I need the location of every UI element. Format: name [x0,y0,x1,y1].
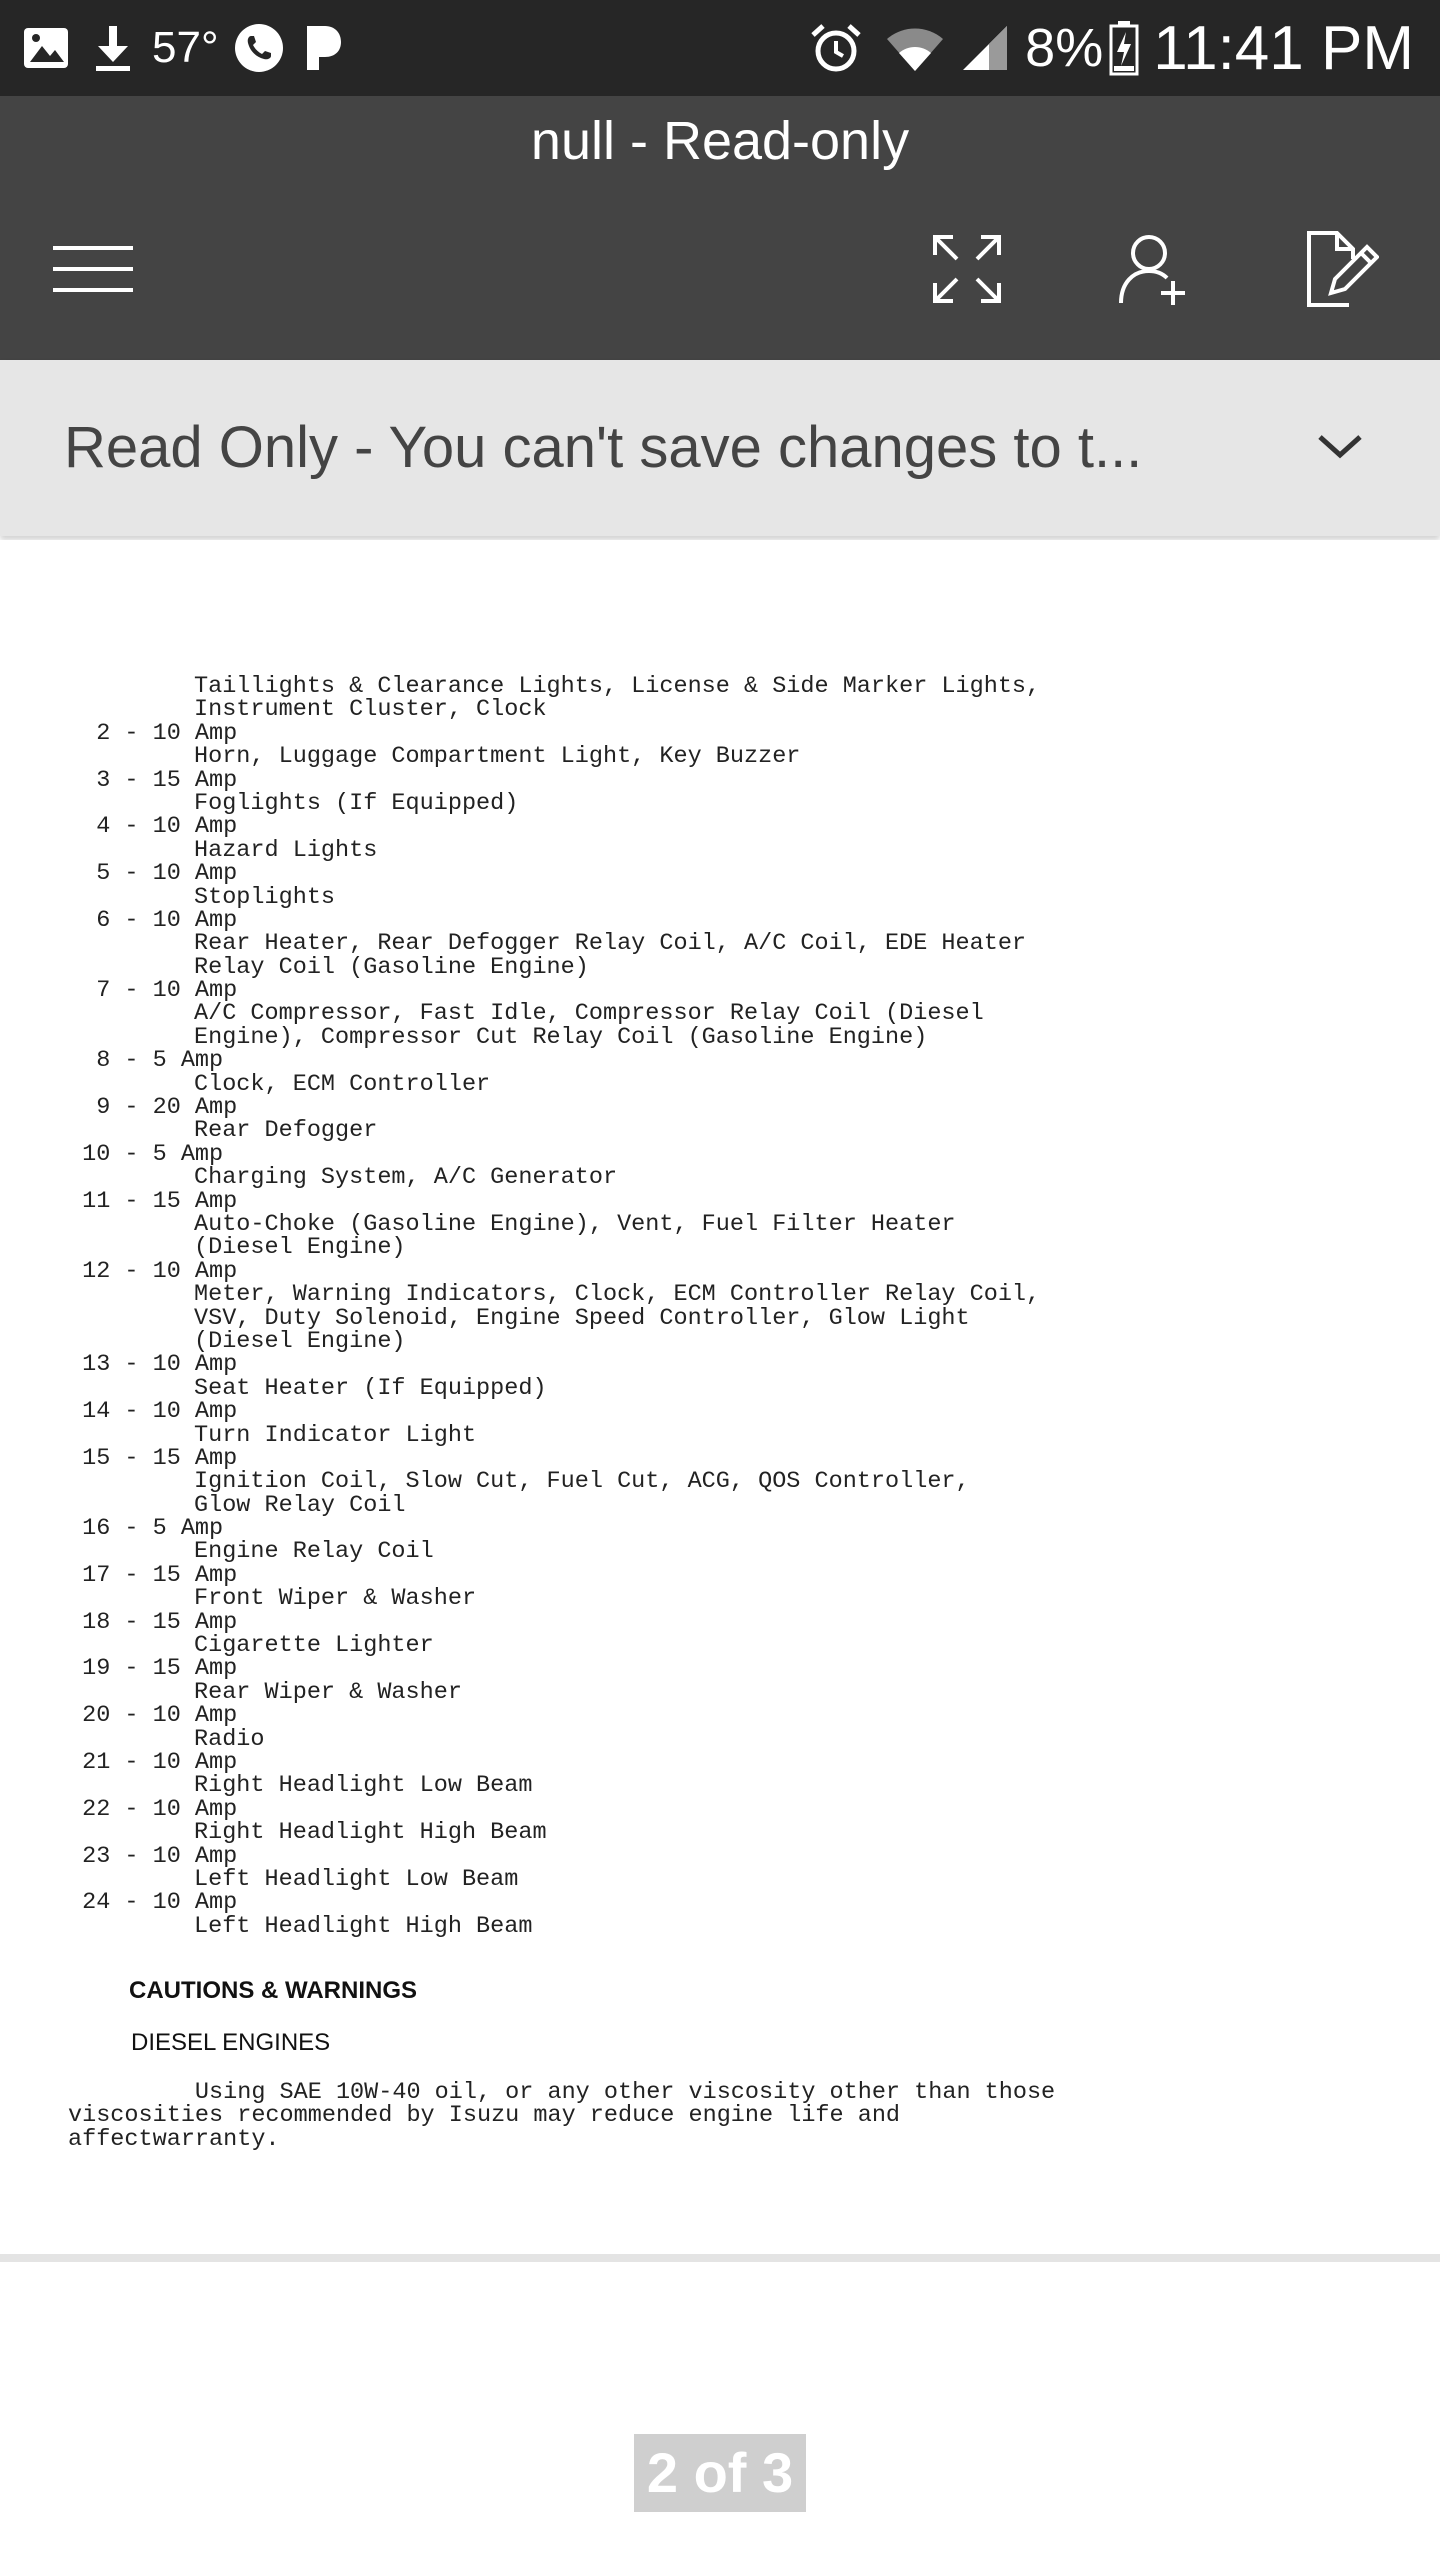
fuse-circuit-line: Glow Relay Coil [194,1491,406,1519]
status-bar-right [809,0,1414,96]
fuse-circuit-line: Radio [194,1725,265,1753]
fuse-rating-line: 22 - 10 Amp [68,1795,238,1823]
fuse-circuit-line: Right Headlight High Beam [194,1819,547,1847]
clock-time: 11:41 PM [1153,13,1414,83]
fuse-list [68,675,1268,1938]
fuse-rating-line: 3 - 15 Amp [68,766,238,794]
fuse-circuit-line: Hazard Lights [194,836,378,864]
fuse-circuit-line: Meter, Warning Indicators, Clock, ECM Controller Relay Coil, [194,1281,1041,1309]
fuse-rating-line: 21 - 10 Amp [68,1748,238,1776]
share-user-icon [1115,229,1195,314]
fuse-circuit-line: Rear Heater, Rear Defogger Relay Coil, A/C Coil, EDE Heater [194,930,1027,958]
fuse-rating-line: 5 - 10 Amp [68,860,238,888]
fuse-rating-line: 13 - 10 Amp [68,1351,238,1379]
fuse-rating-line: 12 - 10 Amp [68,1257,238,1285]
fuse-circuit-line: Engine Relay Coil [194,1538,434,1566]
fuse-circuit-line: Instrument Cluster, Clock [194,696,547,724]
fuse-circuit-line: Horn, Luggage Compartment Light, Key Buzzer [194,743,801,771]
warning-line: Using SAE 10W-40 oil, or any other viscosity other than those [68,2079,1056,2106]
warning-paragraph [68,2081,1055,2151]
fullscreen-button[interactable] [912,216,1022,326]
fuse-circuit-line: Taillights & Clearance Lights, License & Side Marker Lights, [194,673,1041,700]
app-bar [0,96,1440,360]
fuse-circuit-line: A/C Compressor, Fast Idle, Compressor Relay Coil (Diesel [194,1000,984,1028]
fuse-circuit-line: Rear Wiper & Washer [194,1678,462,1706]
fuse-circuit-line: Relay Coil (Gasoline Engine) [194,953,589,981]
fuse-circuit-line: Seat Heater (If Equipped) [194,1374,547,1402]
chevron-down-icon [1316,431,1364,466]
fuse-rating-line: 23 - 10 Amp [68,1842,238,1870]
fuse-circuit-line: Stoplights [194,883,336,911]
fuse-rating-line: 9 - 20 Amp [68,1094,238,1122]
menu-button[interactable] [38,216,148,326]
fuse-rating-line: 4 - 10 Amp [68,813,238,841]
fuse-circuit-line: Auto-Choke (Gasoline Engine), Vent, Fuel Filter Heater [194,1210,956,1238]
status-bar [0,0,1440,96]
fuse-circuit-line: Ignition Coil, Slow Cut, Fuel Cut, ACG, QOS Controller, [194,1468,970,1496]
image-icon [20,22,72,74]
download-icon [90,22,136,74]
fuse-circuit-line: Foglights (If Equipped) [194,789,519,817]
fuse-circuit-line: Cigarette Lighter [194,1632,434,1660]
fuse-rating-line: 8 - 5 Amp [68,1047,224,1075]
fuse-rating-line: 18 - 15 Amp [68,1608,238,1636]
fuse-rating-line: 14 - 10 Amp [68,1398,238,1426]
phone-call-icon [233,22,285,74]
page-indicator: 2 of 3 [634,2434,806,2512]
fullscreen-icon [931,233,1003,310]
fuse-rating-line: 24 - 10 Amp [68,1889,238,1917]
warning-line: affectwarranty. [68,2125,280,2153]
fuse-circuit-line: (Diesel Engine) [194,1234,406,1262]
fuse-rating-line: 16 - 5 Amp [68,1515,224,1543]
fuse-circuit-line: Front Wiper & Washer [194,1585,477,1613]
fuse-rating-line: 20 - 10 Amp [68,1702,238,1730]
fuse-circuit-line: (Diesel Engine) [194,1327,406,1355]
cautions-heading: CAUTIONS & WARNINGS [129,1977,417,2004]
fuse-circuit-line: Turn Indicator Light [194,1421,477,1449]
pandora-icon [301,22,345,74]
page-divider [0,2254,1440,2262]
battery-percent-text: 8% [1025,18,1104,78]
fuse-rating-line: 7 - 10 Amp [68,977,238,1005]
signal-icon [959,22,1011,74]
fuse-rating-line: 6 - 10 Amp [68,906,238,934]
status-bar-left [20,0,345,96]
battery-charging-icon [1109,20,1139,76]
read-only-message: Read Only - You can't save changes to t... [64,415,1143,480]
fuse-circuit-line: Left Headlight Low Beam [194,1865,519,1893]
fuse-rating-line: 15 - 15 Amp [68,1444,238,1472]
fuse-circuit-line: Right Headlight Low Beam [194,1772,533,1800]
fuse-circuit-line: Charging System, A/C Generator [194,1164,618,1192]
alarm-icon [809,21,863,75]
warning-line: viscosities recommended by Isuzu may reduce engine life and [68,2102,901,2130]
temperature-text: 57° [152,23,219,72]
diesel-engines-heading: DIESEL ENGINES [131,2029,331,2056]
fuse-rating-line: 11 - 15 Amp [68,1187,238,1215]
fuse-circuit-line: Left Headlight High Beam [194,1912,533,1940]
fuse-circuit-line: VSV, Duty Solenoid, Engine Speed Controller, Glow Light [194,1304,970,1332]
document-title: null - Read-only [530,111,910,171]
banner-expand-button[interactable] [1310,418,1370,478]
edit-icon [1303,229,1379,314]
fuse-circuit-line: Clock, ECM Controller [194,1070,491,1098]
read-only-banner[interactable] [0,360,1440,536]
document-page [0,540,1440,2256]
edit-button[interactable] [1286,216,1396,326]
fuse-rating-line: 10 - 5 Amp [68,1140,224,1168]
fuse-circuit-line: Engine), Compressor Cut Relay Coil (Gasoline Engine) [194,1023,928,1051]
menu-icon [51,244,135,299]
fuse-rating-line: 19 - 15 Amp [68,1655,238,1683]
fuse-circuit-line: Rear Defogger [194,1117,378,1145]
share-user-button[interactable] [1100,216,1210,326]
wifi-icon [885,23,945,73]
fuse-rating-line: 17 - 15 Amp [68,1561,238,1589]
fuse-rating-line: 2 - 10 Amp [68,719,238,747]
